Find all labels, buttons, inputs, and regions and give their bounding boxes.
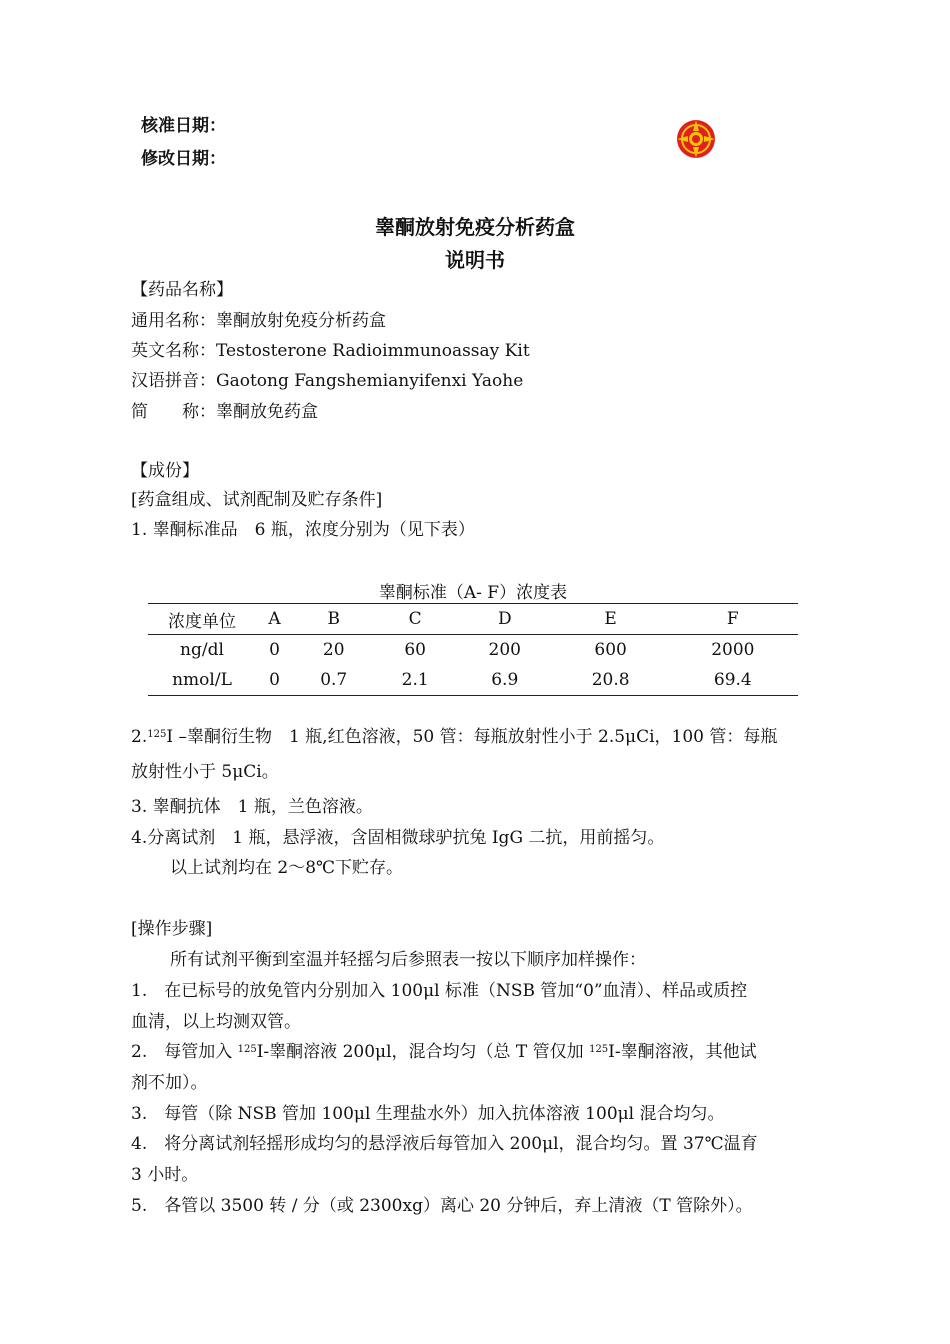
procedure-step-1: 1. 在已标号的放免管内分别加入 100μl 标准（NSB 管加“0”血清）、样品或质控 (131, 981, 748, 1001)
short-name-label: 简 称： (131, 402, 216, 422)
item2-number: 2. (131, 727, 148, 747)
item2-text: I –睾酮衍生物 1 瓶,红色溶液，50 管：每瓶放射性小于 2.5μCi，100 管：每瓶 (166, 727, 778, 747)
short-name (131, 397, 318, 427)
table-cell: 20.8 (591, 670, 630, 690)
procedure-step-3: 3. 每管（除 NSB 管加 100μl 生理盐水外）加入抗体溶液 100μl 混合均匀。 (131, 1104, 725, 1124)
lifebuoy-logo-icon (676, 119, 716, 159)
table-cell: 6.9 (491, 670, 519, 690)
storage-note: 以上试剂均在 2～8℃下贮存。 (170, 858, 404, 878)
composition-heading: 【成份】 (131, 461, 199, 481)
table-cell: 600 (594, 640, 627, 660)
procedure-heading: [操作步骤] (131, 919, 213, 939)
table-header-cell: C (408, 609, 422, 629)
composition-item-1: 1. 睾酮标准品 6 瓶，浓度分别为（见下表） (131, 520, 475, 540)
table-row (148, 635, 798, 666)
step2-sup2: 125 (589, 1044, 609, 1055)
step2-post: I-睾酮溶液，其他试 (608, 1042, 757, 1062)
composition-item-2-continued: 放射性小于 5μCi。 (131, 762, 279, 782)
table-header-cell: D (497, 609, 512, 629)
step2-mid: I-睾酮溶液 200μl，混合均匀（总 T 管仅加 (256, 1042, 590, 1062)
table-header-cell: B (327, 609, 340, 629)
table-cell: 0 (269, 670, 280, 690)
table-cell: 2.1 (401, 670, 429, 690)
table-cell: 69.4 (713, 670, 752, 690)
procedure-step-4: 4. 将分离试剂轻摇形成均匀的悬浮液后每管加入 200μl，混合均匀。置 37℃温育 (131, 1134, 758, 1154)
document-subtitle: 说明书 (445, 248, 505, 272)
table-cell: ng/dl (180, 640, 224, 660)
table-cell: nmol/L (172, 670, 232, 690)
procedure-step-1-continued: 血清，以上均测双管。 (131, 1012, 301, 1032)
drug-name-heading: 【药品名称】 (131, 280, 233, 300)
composition-item-3: 3. 睾酮抗体 1 瓶，兰色溶液。 (131, 797, 373, 817)
procedure-step-2 (131, 1037, 757, 1067)
revision-date-label: 修改日期： (141, 149, 226, 169)
table-caption: 睾酮标准（A- F）浓度表 (378, 583, 568, 603)
table-row (148, 665, 798, 696)
generic-name: 通用名称：睾酮放射免疫分析药盒 (131, 311, 386, 331)
table-header-cell: E (604, 609, 617, 629)
table-header-cell: 浓度单位 (168, 611, 236, 632)
approval-date-label: 核准日期： (141, 116, 226, 136)
procedure-step-5: 5. 各管以 3500 转 / 分（或 2300xg）离心 20 分钟后，弃上清液（T 管除外）。 (131, 1196, 753, 1216)
composition-subheading: [药盒组成、试剂配制及贮存条件] (131, 490, 383, 510)
english-name: 英文名称：Testosterone Radioimmunoassay Kit (131, 341, 530, 361)
composition-item-2 (131, 722, 777, 752)
table-header-cell: F (726, 609, 739, 629)
document-title: 睾酮放射免疫分析药盒 (375, 215, 575, 239)
step2-pre: 2. 每管加入 (131, 1042, 238, 1062)
table-header-row (148, 604, 798, 635)
table-header-cell: A (268, 609, 281, 629)
table-cell: 60 (404, 640, 426, 660)
table-cell: 0 (269, 640, 280, 660)
table-cell: 0.7 (320, 670, 348, 690)
short-name-value: 睾酮放免药盒 (216, 402, 318, 422)
item2-superscript: 125 (147, 729, 167, 740)
procedure-step-4-continued: 3 小时。 (131, 1165, 199, 1185)
composition-item-4: 4.分离试剂 1 瓶，悬浮液，含固相微球驴抗兔 IgG 二抗，用前摇匀。 (131, 828, 665, 848)
table-cell: 2000 (711, 640, 755, 660)
table-cell: 20 (322, 640, 345, 660)
table-cell: 200 (488, 640, 521, 660)
step2-sup1: 125 (237, 1044, 257, 1055)
concentration-table (148, 603, 798, 696)
procedure-intro: 所有试剂平衡到室温并轻摇匀后参照表一按以下顺序加样操作： (170, 950, 646, 970)
procedure-step-2-continued: 剂不加）。 (131, 1073, 208, 1093)
pinyin-name: 汉语拼音：Gaotong Fangshemianyifenxi Yaohe (131, 371, 524, 391)
